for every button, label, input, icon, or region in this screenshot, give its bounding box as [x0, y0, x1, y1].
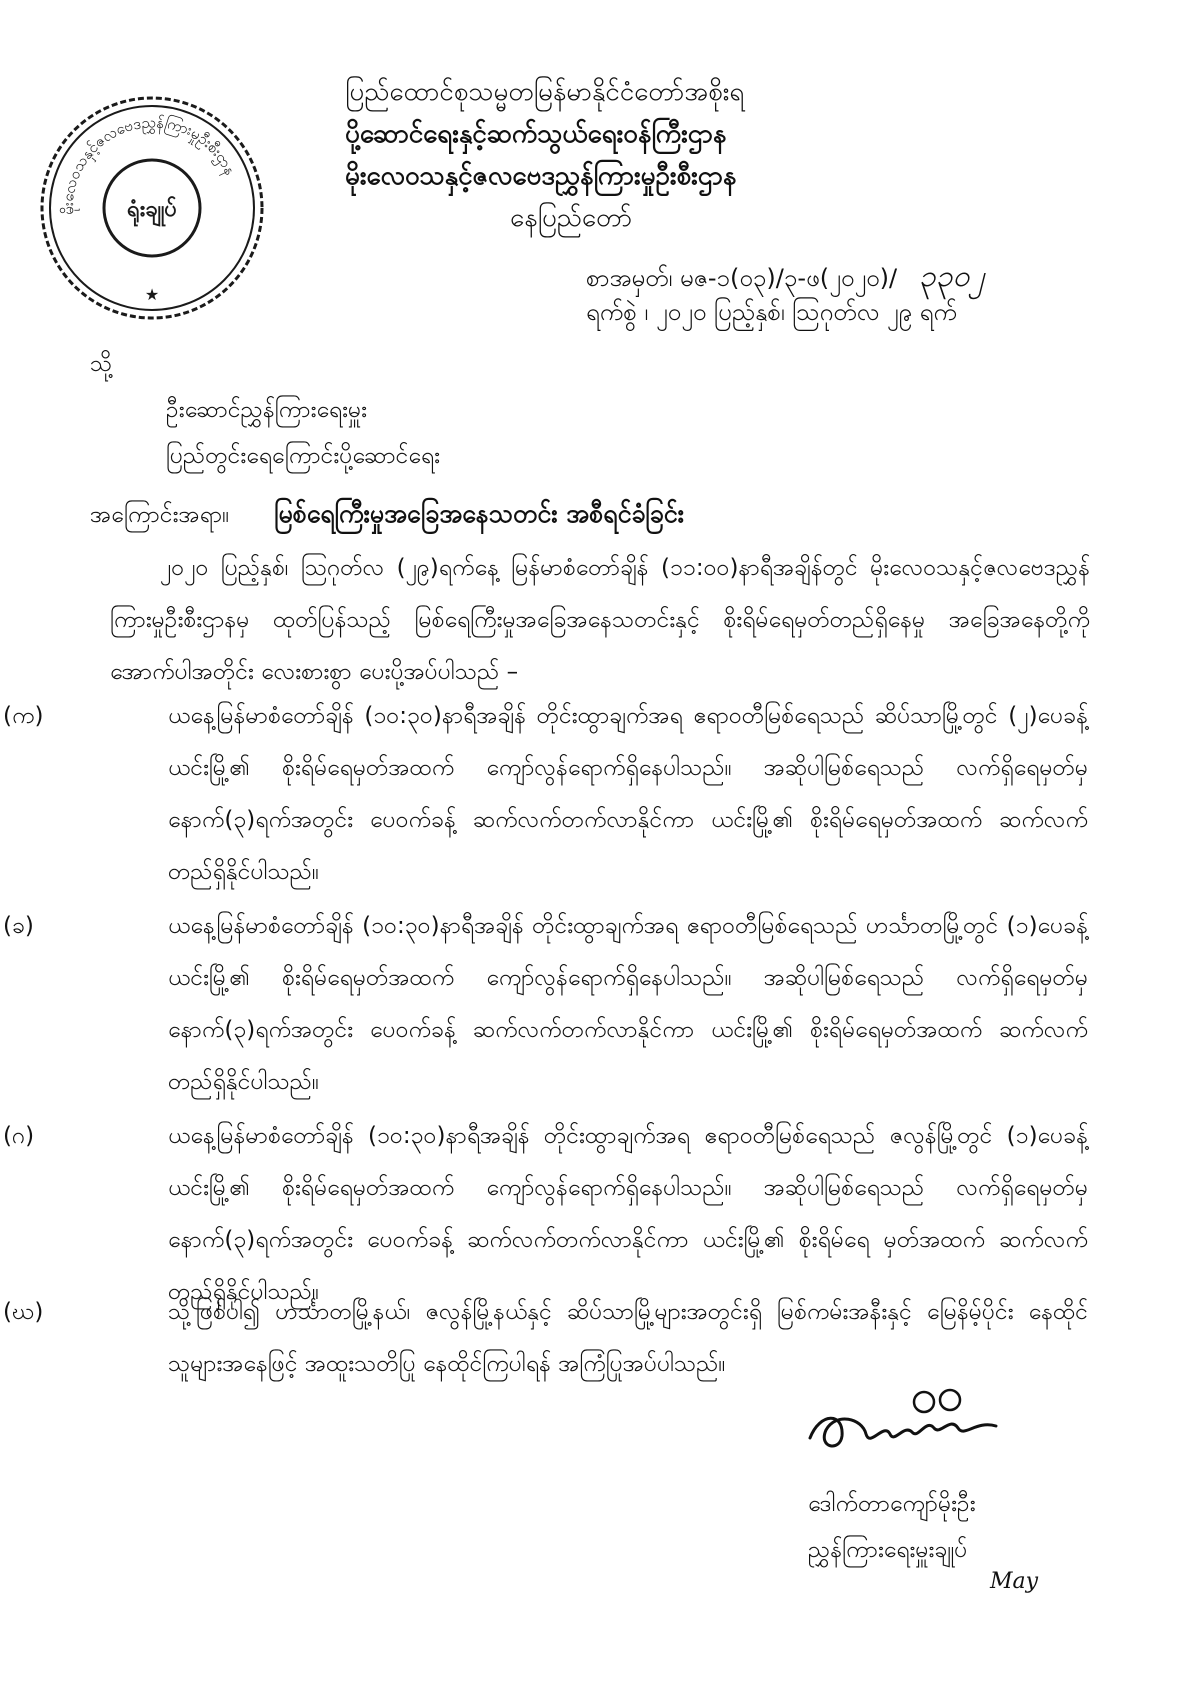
intro-paragraph: ၂၀၂၀ ပြည့်နှစ်၊ ဩဂုတ်လ (၂၉)ရက်နေ့ မြန်မာစံတော်ချိန် (၁၁:၀၀)နာရီအချိန်တွင် မိုးလေဝသနှင့်ဇလဗေဒညွှန်ကြားမှုဦးစီးဌာနမှ ထုတ်ပြန်သည့် မြစ်ရေကြီးမှုအခြေအနေသတင်းနှင့် စိုးရိမ်ရေမှတ်တည်ရှိနေမှု အခြေအနေတို့ကို အောက်ပါအတိုင်း လေးစားစွာ ပေးပို့အပ်ပါသည် – — [110, 555, 1090, 685]
list-item-label: (ဃ) — [3, 1299, 44, 1325]
official-seal — [36, 92, 268, 324]
list-item-label: (က) — [3, 703, 44, 729]
recipient-office: ပြည်တွင်းရေကြောင်းပို့ဆောင်ရေး — [166, 443, 440, 469]
seal-ring-text: မိုးလေဝသနှင့်ဇလဗေဒညွှန်ကြားမှုဦးစီးဌာန — [58, 113, 240, 215]
signatory-title: ညွှန်ကြားရေးမှူးချုပ် — [808, 1537, 968, 1563]
list-item-text: ယနေ့မြန်မာစံတော်ချိန် (၁၀:၃၀)နာရီအချိန် တိုင်းထွာချက်အရ ဧရာဝတီမြစ်ရေသည် ဟင်္သာတမြို့တွင် (၁)ပေခန့် ယင်းမြို့၏ စိုးရိမ်ရေမှတ်အထက် ကျော်လွန်ရောက်ရှိနေပါသည်။ အဆိုပါမြစ်ရေသည် လက်ရှိရေမှတ်မှ နောက်(၃)ရက်အတွင်း ပေ၀က်ခန့် ဆက်လက်တက်လာနိုင်ကာ ယင်းမြို့၏ စိုးရိမ်ရေမှတ်အထက် ဆက်လက်တည်ရှိနိုင်ပါသည်။ — [168, 913, 1088, 1095]
seal-center-text: ရုံးချုပ် — [127, 197, 177, 222]
list-item-label: (ဂ) — [3, 1123, 35, 1149]
handwritten-signature — [800, 1382, 1020, 1462]
letter-number-text: စာအမှတ်၊ မဇ-၁(၀၃)/၃-ဖ(၂၀၂၀)/ — [586, 264, 898, 292]
subject-line — [90, 498, 684, 535]
signature-loop-b — [940, 1390, 960, 1410]
list-item-label: (ခ) — [3, 913, 34, 939]
handwritten-initial — [986, 1558, 1046, 1598]
recipient-title: ဦးဆောင်ညွှန်ကြားရေးမှူး — [166, 397, 367, 423]
list-item-text: ယနေ့မြန်မာစံတော်ချိန် (၁၀:၃၀)နာရီအချိန် တိုင်းထွာချက်အရ ဧရာဝတီမြစ်ရေသည် ဆိပ်သာမြို့တွင် (၂)ပေခန့် ယင်းမြို့၏ စိုးရိမ်ရေမှတ်အထက် ကျော်လွန်ရောက်ရှိနေပါသည်။ အဆိုပါမြစ်ရေသည် လက်ရှိရေမှတ်မှ နောက်(၃)ရက်အတွင်း ပေ၀က်ခန့် ဆက်လက်တက်လာနိုင်ကာ ယင်းမြို့၏ စိုးရိမ်ရေမှတ်အထက် ဆက်လက်တည်ရှိနိုင်ပါသည်။ — [168, 703, 1088, 885]
letter-number — [586, 256, 984, 301]
list-item-text: ယနေ့မြန်မာစံတော်ချိန် (၁၀:၃၀)နာရီအချိန် တိုင်းထွာချက်အရ ဧရာဝတီမြစ်ရေသည် ဇလွန်မြို့တွင် (၁)ပေခန့် ယင်းမြို့၏ စိုးရိမ်ရေမှတ်အထက် ကျော်လွန်ရောက်ရှိနေပါသည်။ အဆိုပါမြစ်ရေသည် လက်ရှိရေမှတ်မှ နောက်(၃)ရက်အတွင်း ပေ၀က်ခန့် ဆက်လက်တက်လာနိုင်ကာ ယင်းမြို့၏ စိုးရိမ်ရေ မှတ်အထက် ဆက်လက်တည်ရှိနိုင်ပါသည်။ — [168, 1123, 1088, 1305]
initial-text: May — [990, 1569, 1039, 1594]
list-item — [3, 900, 1088, 1108]
letter-number-handwritten: ၃၃၀၂ — [918, 259, 985, 294]
list-item-text: သို့ဖြစ်ပါ၍ ဟင်္သာတမြို့နယ်၊ ဇလွန်မြို့နယ်နှင့် ဆိပ်သာမြို့များအတွင်းရှိ မြစ်ကမ်းအနီးနှင့် မြေနိမ့်ပိုင်း နေထိုင်သူများအနေဖြင့် အထူးသတိပြု နေထိုင်ကြပါရန် အကြံပြုအပ်ပါသည်။ — [168, 1299, 1088, 1377]
list-item — [3, 1286, 1088, 1390]
header-department: မိုးလေဝသနှင့်ဇလဗေဒညွှန်ကြားမှုဦးစီးဌာန — [345, 161, 737, 191]
header-government: ပြည်ထောင်စုသမ္မတမြန်မာနိုင်ငံတော်အစိုးရ — [345, 77, 745, 107]
subject-text: မြစ်ရေကြီးမှုအခြေအနေသတင်း အစီရင်ခံခြင်း — [274, 499, 685, 528]
signature-loop-a — [914, 1392, 934, 1412]
header-ministry: ပို့ဆောင်ရေးနှင့်ဆက်သွယ်ရေးဝန်ကြီးဌာန — [345, 119, 727, 149]
subject-label: အကြောင်းအရာ။ — [90, 502, 230, 528]
recipient-to: သို့ — [90, 351, 113, 377]
letter-date: ရက်စွဲ ၊ ၂၀၂၀ ပြည့်နှစ်၊ ဩဂုတ်လ ၂၉ ရက် — [586, 298, 957, 326]
signature-stroke — [810, 1418, 996, 1446]
header-location: နေပြည်တော် — [510, 203, 633, 233]
signatory-name: ဒေါက်တာကျော်မိုးဦး — [808, 1491, 976, 1517]
seal-star-icon: ★ — [144, 285, 160, 304]
list-item — [3, 690, 1088, 898]
